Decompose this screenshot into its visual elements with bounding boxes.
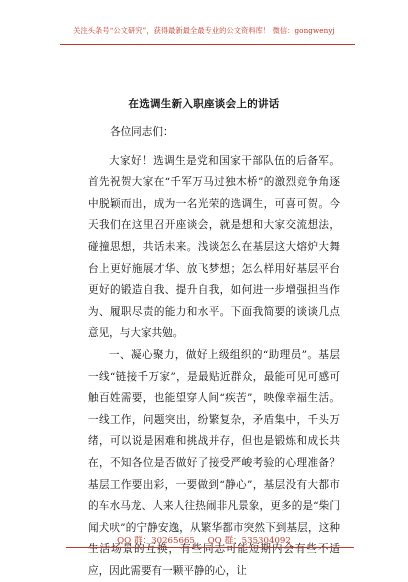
footer-qq-groups: [0, 534, 408, 546]
footer-divider: [66, 547, 354, 548]
salutation: 各位同志们：: [110, 126, 174, 138]
qq-group-1: QQ 群：30265665: [117, 536, 195, 546]
header-banner: 关注头条号“公文研究”，获得最新最全最专业的公文资料库！ 微信：gongwenyj: [73, 26, 335, 35]
header-divider: [60, 44, 355, 45]
document-title: 在选调生新入职座谈会上的讲话: [128, 98, 280, 110]
document-body: [88, 122, 340, 582]
qq-group-2: QQ 群：535304092: [207, 536, 291, 546]
paragraph-opening: 大家好！选调生是党和国家干部队伍的后备军。首先祝贺大家在“千军万马过独木桥”的激烈竞争角逐中脱颖而出，成为一名光荣的选调生，可喜可贺。今天我们在这里召开座谈会，就是想和大家交流想法，碰撞思想，共话未来。浅谈怎么在基层这大熔炉大舞台上更好施展才华、放飞梦想；怎么样用好基层平台更好的锻造自我、提升自我，如何进一步增强担当作为、履职尽责的能力和水平。下面我简要的谈谈几点意见，与大家共勉。: [88, 154, 340, 340]
paragraph-section-one: 一、凝心聚力，做好上级组织的“助理员”。基层一线“链接千万家”，是最贴近群众，最能可见可感可触百姓需要，也能望穿人间“疾苦”，映像幸福生活。一线工作，问题突出，纷繁复杂，矛盾集中，千头万绪，可以说是困难和挑战并存，但也是锻炼和成长共在，不知各位是否做好了接受严峻考验的心理准备？基层工作要出彩，一要做到“静心”，基层没有大都市的车水马龙、人来人往热闹非凡景象，更多的是“柴门闻犬吠”的宁静安逸，从繁华都市突然下到基层，这种生活场景的互换，有些同志可能短期内会有些不适应，因此需要有一颗平静的心，让: [88, 348, 340, 577]
